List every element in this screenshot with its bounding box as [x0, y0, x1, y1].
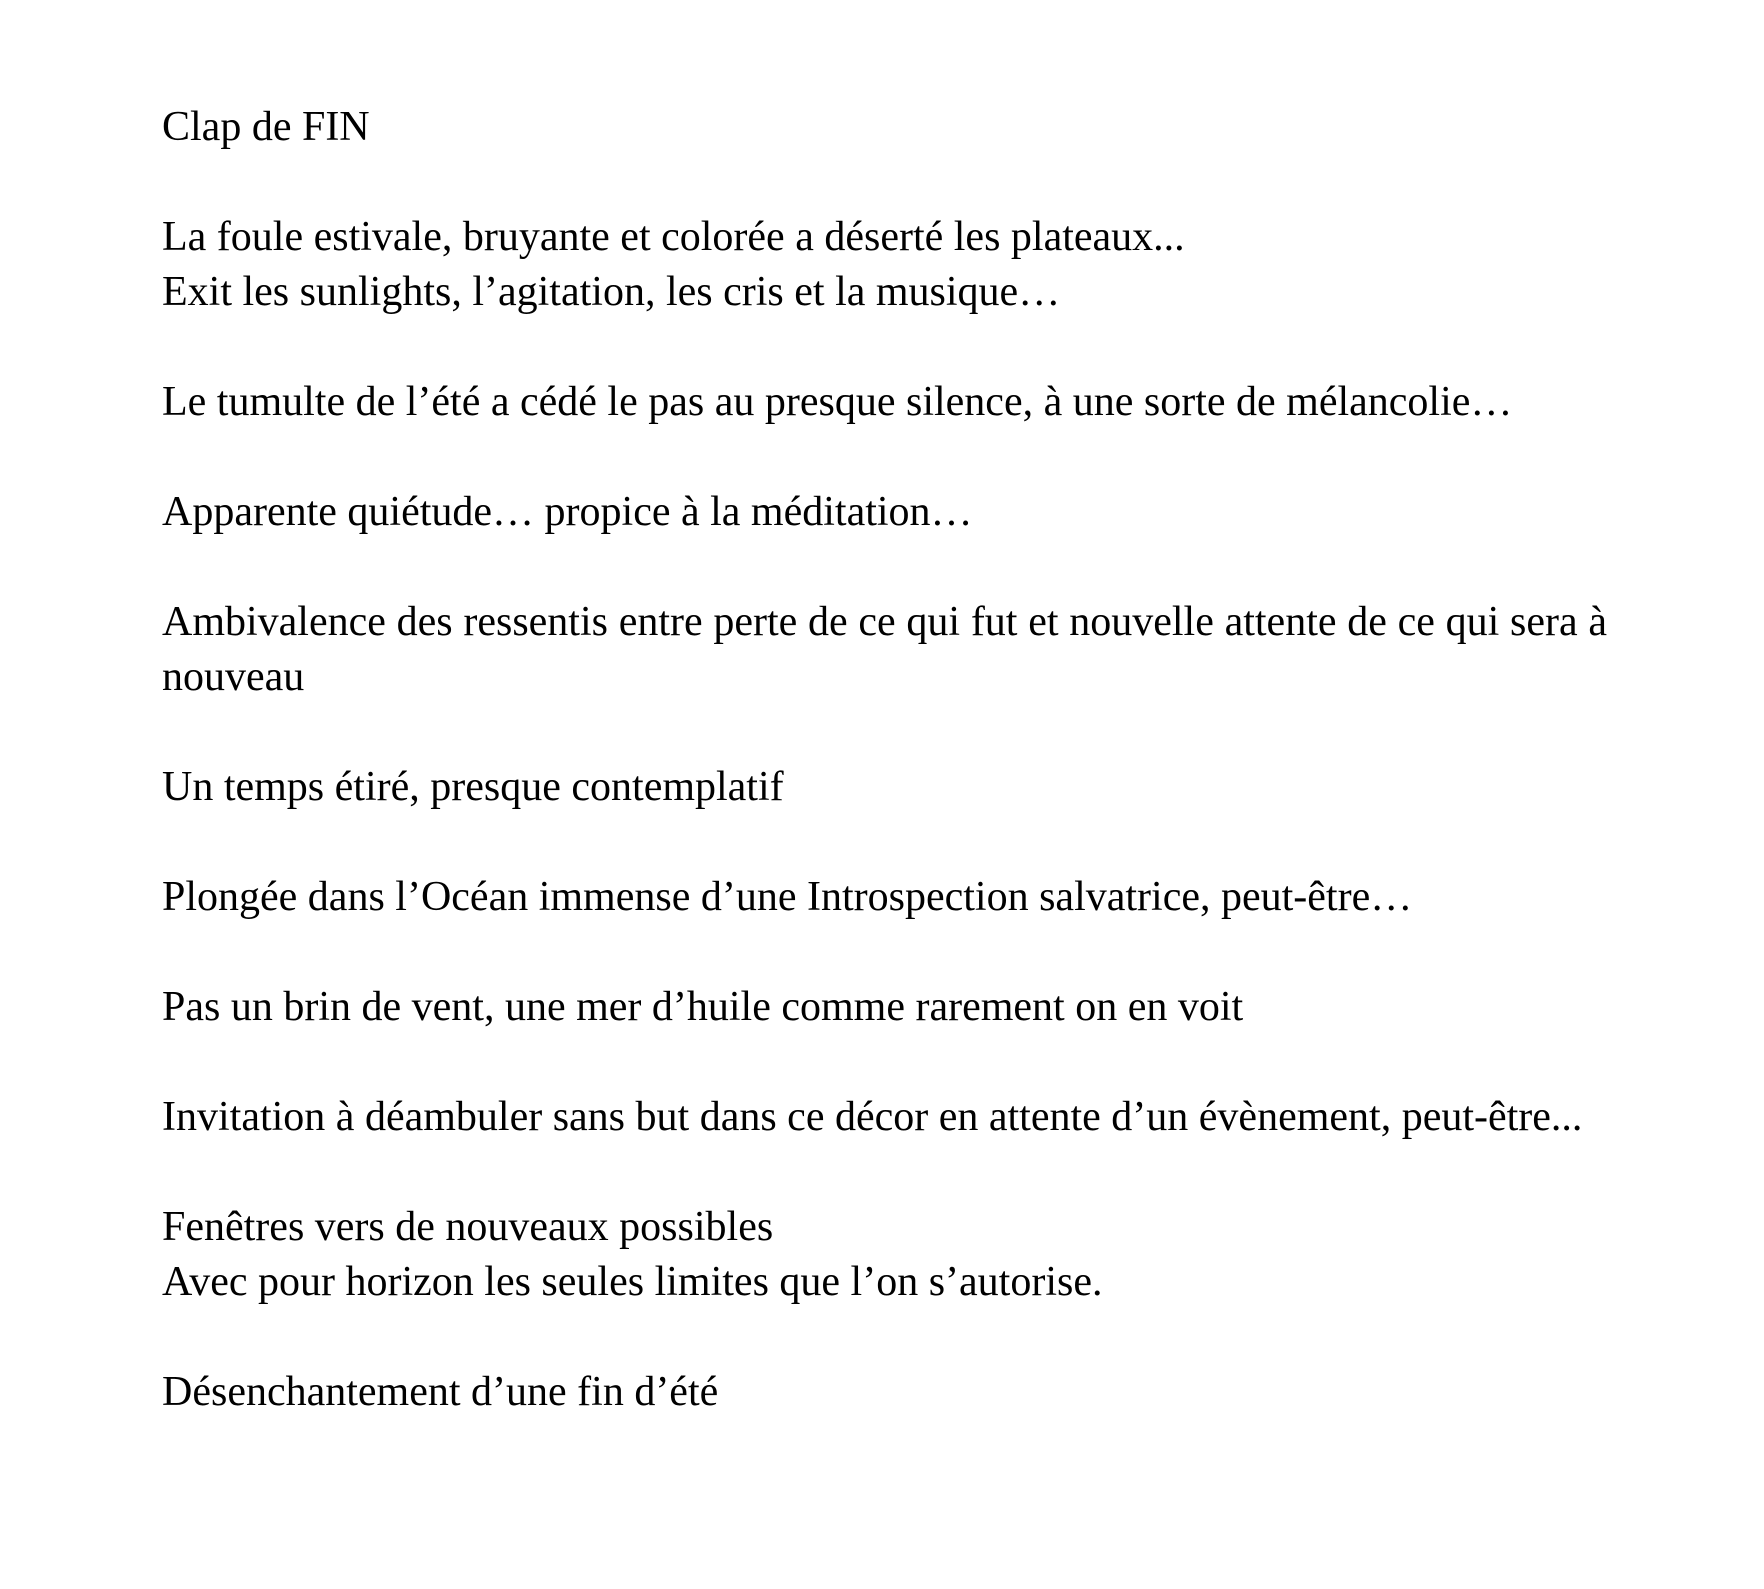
paragraph-1	[162, 210, 1607, 320]
paragraph-4: Ambivalence des ressentis entre perte de ce qui fut et nouvelle attente de ce qui sera à nouveau	[162, 599, 1607, 700]
document-title: Clap de FIN	[162, 104, 370, 150]
paragraph-10: Désenchantement d’une fin d’été	[162, 1369, 719, 1415]
paragraph-8: Invitation à déambuler sans but dans ce décor en attente d’un évènement, peut-être...	[162, 1094, 1583, 1140]
paragraph-5: Un temps étiré, presque contemplatif	[162, 764, 784, 810]
paragraph-2: Le tumulte de l’été a cédé le pas au presque silence, à une sorte de mélancolie…	[162, 379, 1513, 425]
document-page	[162, 100, 1607, 1475]
paragraph-9	[162, 1200, 1607, 1310]
paragraph-1-line-1: La foule estivale, bruyante et colorée a déserté les plateaux...	[162, 214, 1185, 260]
paragraph-6: Plongée dans l’Océan immense d’une Introspection salvatrice, peut-être…	[162, 874, 1413, 920]
paragraph-7: Pas un brin de vent, une mer d’huile comme rarement on en voit	[162, 984, 1244, 1030]
paragraph-9-line-1: Fenêtres vers de nouveaux possibles	[162, 1204, 774, 1250]
paragraph-1-line-2: Exit les sunlights, l’agitation, les cris et la musique…	[162, 269, 1061, 315]
paragraph-3: Apparente quiétude… propice à la méditation…	[162, 489, 973, 535]
paragraph-9-line-2: Avec pour horizon les seules limites que l’on s’autorise.	[162, 1259, 1103, 1305]
